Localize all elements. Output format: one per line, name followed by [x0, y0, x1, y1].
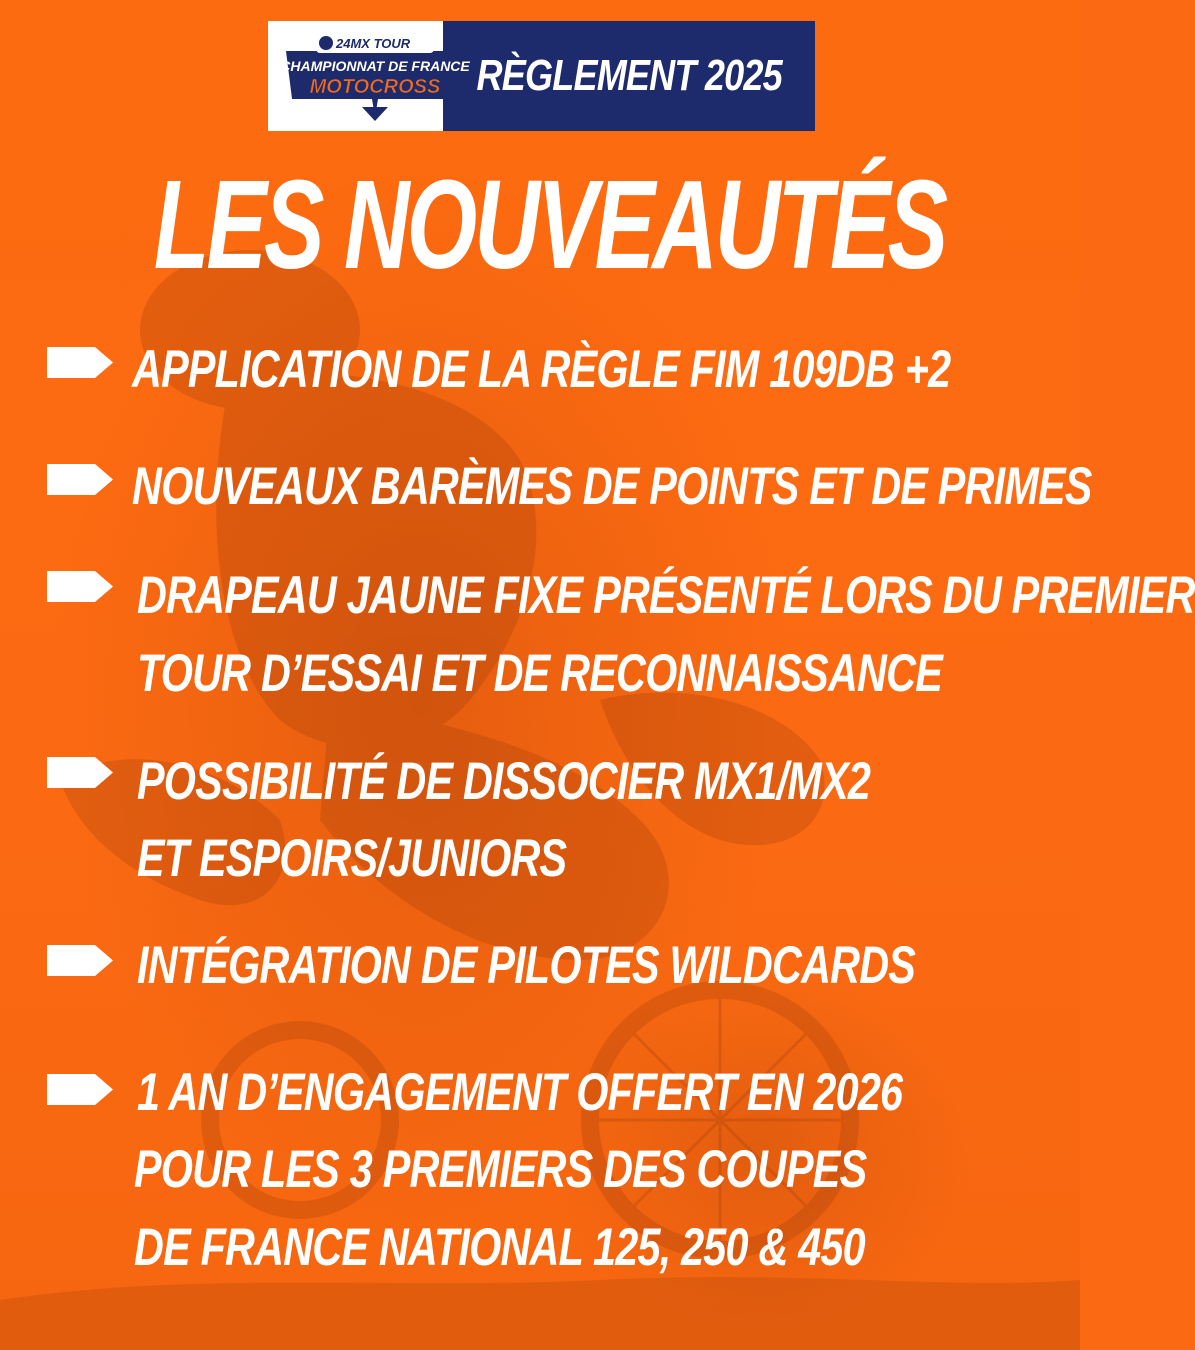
header-banner — [268, 21, 815, 131]
item-text: 1 AN D’ENGAGEMENT OFFERT EN 2026 — [137, 1063, 903, 1122]
logo-line1: CHAMPIONNAT DE FRANCE — [280, 58, 470, 74]
arrow-right-icon — [45, 755, 115, 790]
arrow-right-icon — [45, 943, 115, 978]
main-heading — [0, 150, 1080, 300]
arrow-right-icon — [45, 462, 115, 497]
item-text: NOUVEAUX BARÈMES DE POINTS ET DE PRIMES — [132, 457, 1092, 516]
item-text: INTÉGRATION DE PILOTES WILDCARDS — [137, 936, 916, 995]
main-heading-text: LES NOUVEAUTÉS — [153, 154, 946, 295]
item-text: TOUR D’ESSAI ET DE RECONNAISSANCE — [137, 644, 942, 703]
item-text: ET ESPOIRS/JUNIORS — [137, 829, 567, 888]
regulation-title: RÈGLEMENT 2025 — [476, 51, 782, 100]
logo-top-text: 24MX TOUR — [336, 36, 411, 51]
arrow-right-icon — [45, 569, 115, 604]
arrow-right-icon — [45, 345, 115, 380]
item-text: APPLICATION DE LA RÈGLE FIM 109DB +2 — [132, 340, 951, 399]
item-text: POUR LES 3 PREMIERS DES COUPES — [134, 1140, 867, 1199]
item-text: DE FRANCE NATIONAL 125, 250 & 450 — [134, 1218, 865, 1277]
logo-line2: MOTOCROSS — [309, 76, 441, 98]
championship-logo-icon — [268, 21, 482, 131]
arrow-right-icon — [45, 1072, 115, 1107]
item-text: DRAPEAU JAUNE FIXE PRÉSENTÉ LORS DU PREMIER — [137, 566, 1195, 625]
championship-logo — [268, 21, 470, 131]
item-text: POSSIBILITÉ DE DISSOCIER MX1/MX2 — [137, 752, 871, 811]
regulation-title-box — [443, 21, 815, 131]
